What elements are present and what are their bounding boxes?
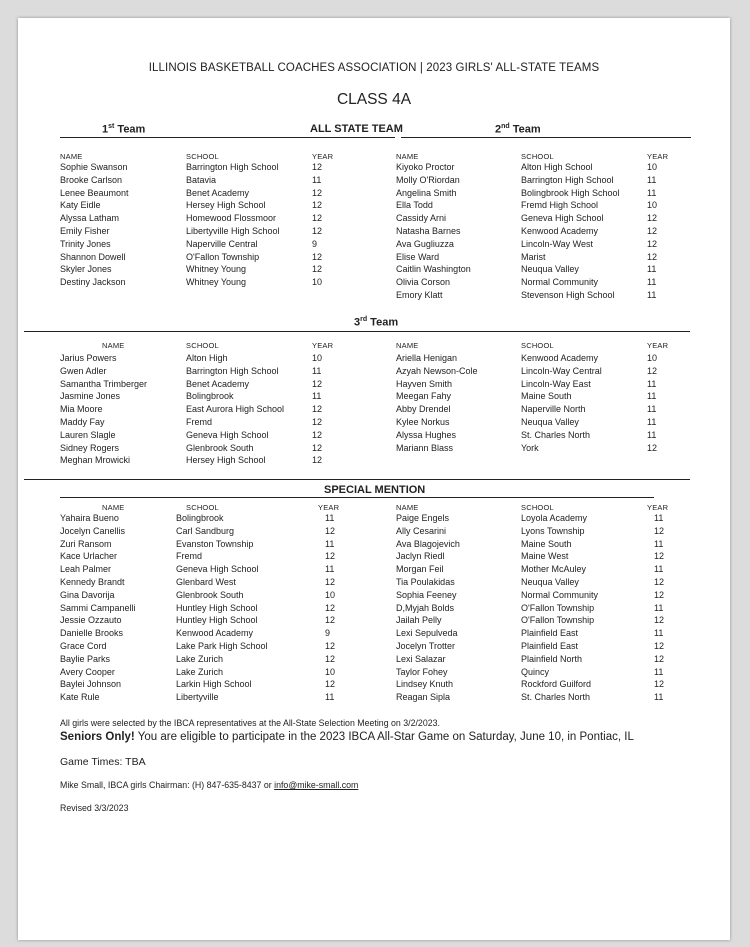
player-year: 12	[325, 602, 336, 613]
player-year: 12	[325, 641, 336, 651]
school-name: Geneva High School	[186, 429, 269, 440]
player-year: 9	[325, 628, 331, 639]
player-name: Jocelyn Trotter	[396, 641, 456, 651]
school-name: Whitney Young	[186, 264, 247, 275]
player-name: Katy Eidle	[60, 200, 101, 211]
player-year: 12	[647, 442, 658, 453]
col-header-school: SCHOOL	[186, 152, 219, 161]
school-name: Barrington High School	[521, 174, 614, 185]
school-name: Lake Zurich	[176, 666, 224, 677]
first-team-label: 1st Team	[102, 123, 146, 136]
player-year: 12	[647, 238, 658, 249]
player-name: Reagan Sipla	[396, 692, 451, 703]
player-name: Baylei Johnson	[60, 679, 122, 690]
school-name: Naperville Central	[186, 238, 258, 249]
col-header-name: NAME	[396, 341, 419, 350]
school-name: Geneva High School	[521, 213, 604, 224]
all-state-team-label: ALL STATE TEAM	[310, 123, 403, 135]
player-year: 11	[654, 602, 664, 613]
school-name: Carl Sandburg	[176, 525, 235, 536]
player-name: Maddy Fay	[60, 417, 105, 427]
player-year: 11	[325, 538, 335, 549]
player-year: 12	[312, 417, 323, 427]
contact-line: Mike Small, IBCA girls Chairman: (H) 847-635-8437 or info@mike-small.com	[60, 780, 359, 790]
player-year: 12	[647, 251, 658, 262]
player-year: 12	[325, 653, 336, 664]
player-year: 10	[312, 277, 323, 288]
col-header-school: SCHOOL	[186, 503, 219, 512]
player-name: Jocelyn Canellis	[60, 525, 126, 536]
player-year: 11	[647, 378, 657, 389]
school-name: Glenbard West	[176, 577, 236, 587]
school-name: Bolingbrook	[186, 391, 234, 402]
player-name: Morgan Feil	[396, 564, 444, 575]
player-name: Ava Blagojevich	[396, 538, 460, 549]
school-name: Naperville North	[521, 404, 586, 415]
player-name: Shannon Dowell	[60, 251, 126, 262]
player-name: Skyler Jones	[60, 264, 112, 275]
player-name: Avery Cooper	[60, 666, 115, 677]
player-name: Tia Poulakidas	[396, 577, 455, 587]
player-year: 11	[312, 365, 322, 376]
second-team-label: 2nd Team	[495, 123, 541, 136]
school-name: Kenwood Academy	[521, 353, 599, 363]
school-name: Neuqua Valley	[521, 577, 579, 587]
school-name: Lincoln-Way East	[521, 378, 591, 389]
player-name: Baylie Parks	[60, 653, 111, 664]
divider	[24, 479, 690, 480]
player-name: Alyssa Hughes	[396, 429, 457, 440]
player-year: 10	[325, 666, 336, 677]
player-year: 9	[312, 238, 318, 249]
player-year: 11	[647, 277, 657, 288]
player-year: 12	[654, 551, 665, 562]
player-name: Kate Rule	[60, 692, 100, 703]
player-year: 12	[312, 378, 323, 389]
player-name: Emory Klatt	[396, 290, 443, 300]
school-name: Geneva High School	[176, 564, 259, 575]
player-year: 11	[647, 417, 657, 427]
school-name: Barrington High School	[186, 162, 279, 172]
school-name: Evanston Township	[176, 538, 254, 549]
player-name: Lexi Sepulveda	[396, 628, 458, 639]
player-name: Lindsey Knuth	[396, 679, 454, 690]
school-name: Lake Park High School	[176, 641, 268, 651]
school-name: Libertyville	[176, 692, 219, 703]
school-name: Hersey High School	[186, 200, 266, 211]
player-name: Grace Cord	[60, 641, 107, 651]
school-name: Maine West	[521, 551, 569, 562]
special-mention-header-line	[60, 483, 654, 498]
player-name: Gina Davorija	[60, 589, 115, 600]
player-year: 10	[325, 589, 336, 600]
player-name: Sophia Feeney	[396, 589, 457, 600]
col-header-school: SCHOOL	[521, 341, 554, 350]
player-name: Danielle Brooks	[60, 628, 124, 639]
school-name: Rockford Guilford	[521, 679, 592, 690]
col-header-name: NAME	[102, 341, 125, 350]
school-name: Glenbrook South	[186, 442, 254, 453]
player-year: 12	[654, 589, 665, 600]
school-name: Huntley High School	[176, 602, 258, 613]
player-name: Sammi Campanelli	[60, 602, 136, 613]
player-name: Jaclyn Riedl	[396, 551, 445, 562]
school-name: Batavia	[186, 174, 217, 185]
player-name: Brooke Carlson	[60, 174, 123, 185]
col-header-year: YEAR	[647, 503, 669, 512]
col-header-year: YEAR	[647, 152, 669, 161]
school-name: O'Fallon Township	[521, 615, 595, 626]
school-name: Alton High	[186, 353, 228, 363]
player-year: 11	[325, 513, 335, 523]
player-year: 12	[654, 525, 665, 536]
player-name: Molly O'Riordan	[396, 174, 460, 185]
class-title: CLASS 4A	[336, 91, 412, 108]
school-name: Neuqua Valley	[521, 264, 579, 275]
player-year: 11	[654, 666, 664, 677]
school-name: East Aurora High School	[186, 404, 285, 415]
player-year: 11	[647, 391, 657, 402]
special-mention-title: SPECIAL MENTION	[324, 484, 426, 496]
player-year: 12	[312, 213, 323, 224]
school-name: Bolingbrook	[176, 513, 224, 523]
player-name: Lenee Beaumont	[60, 187, 129, 198]
player-year: 12	[312, 162, 323, 172]
player-name: Kace Urlacher	[60, 551, 118, 562]
first-team-header-line	[60, 123, 403, 138]
school-name: Marist	[521, 251, 546, 262]
school-name: Hersey High School	[186, 455, 266, 466]
school-name: Lincoln-Way Central	[521, 365, 602, 376]
player-year: 12	[312, 200, 323, 211]
player-year: 11	[647, 290, 657, 300]
player-year: 11	[647, 429, 657, 440]
col-header-school: SCHOOL	[521, 152, 554, 161]
player-name: Natasha Barnes	[396, 226, 461, 236]
player-name: Hayven Smith	[396, 378, 453, 389]
school-name: Maine South	[521, 538, 572, 549]
school-name: Glenbrook South	[176, 589, 244, 600]
school-name: Benet Academy	[186, 187, 250, 198]
player-year: 12	[654, 641, 665, 651]
player-year: 11	[312, 391, 322, 402]
school-name: Normal Community	[521, 277, 599, 288]
player-name: Paige Engels	[396, 513, 450, 523]
player-name: Sophie Swanson	[60, 162, 128, 172]
school-name: Libertyville High School	[186, 226, 280, 236]
player-year: 12	[312, 404, 323, 415]
player-year: 12	[325, 525, 336, 536]
player-name: Jasmine Jones	[60, 391, 121, 402]
school-name: Mother McAuley	[521, 564, 587, 575]
school-name: Huntley High School	[176, 615, 258, 626]
player-name: Sidney Rogers	[60, 442, 120, 453]
school-name: Kenwood Academy	[521, 226, 599, 236]
player-year: 12	[654, 577, 665, 587]
col-header-school: SCHOOL	[186, 341, 219, 350]
school-name: Bolingbrook High School	[521, 187, 620, 198]
player-name: Azyah Newson-Cole	[396, 365, 478, 376]
player-name: Lexi Salazar	[396, 653, 446, 664]
player-name: Yahaira Bueno	[60, 513, 119, 523]
player-year: 12	[654, 615, 665, 626]
player-name: Cassidy Arni	[396, 213, 447, 224]
player-year: 11	[654, 628, 664, 639]
third-team-title: 3rd Team	[354, 316, 399, 329]
school-name: Alton High School	[521, 162, 593, 172]
player-name: Destiny Jackson	[60, 277, 126, 288]
school-name: Larkin High School	[176, 679, 252, 690]
player-name: Olivia Corson	[396, 277, 451, 288]
col-header-year: YEAR	[312, 341, 334, 350]
school-name: Maine South	[521, 391, 572, 402]
school-name: Lincoln-Way West	[521, 238, 594, 249]
school-name: Quincy	[521, 666, 550, 677]
school-name: Stevenson High School	[521, 290, 615, 300]
school-name: Loyola Academy	[521, 513, 588, 523]
player-name: Meegan Fahy	[396, 391, 452, 402]
player-year: 12	[325, 615, 336, 626]
player-name: Jailah Pelly	[396, 615, 442, 626]
player-name: D,Myjah Bolds	[396, 602, 455, 613]
col-header-year: YEAR	[312, 152, 334, 161]
association-title: ILLINOIS BASKETBALL COACHES ASSOCIATION | 2023 GIRLS' ALL-STATE TEAMS	[148, 62, 600, 74]
revised-date: Revised 3/3/2023	[60, 803, 129, 813]
col-header-name: NAME	[396, 503, 419, 512]
school-name: Neuqua Valley	[521, 417, 579, 427]
player-year: 11	[325, 692, 335, 703]
player-name: Mariann Blass	[396, 442, 454, 453]
school-name: Lyons Township	[521, 525, 585, 536]
col-header-name: NAME	[60, 152, 83, 161]
player-name: Ally Cesarini	[396, 525, 447, 536]
player-year: 10	[312, 353, 323, 363]
school-name: Fremd High School	[521, 200, 599, 211]
player-year: 12	[312, 226, 323, 236]
school-name: O'Fallon Township	[521, 602, 595, 613]
school-name: St. Charles North	[521, 692, 591, 703]
player-name: Angelina Smith	[396, 187, 457, 198]
school-name: Plainfield East	[521, 628, 579, 639]
player-name: Ella Todd	[396, 200, 433, 211]
col-header-year: YEAR	[318, 503, 340, 512]
player-name: Zuri Ransom	[60, 538, 112, 549]
school-name: Kenwood Academy	[176, 628, 254, 639]
player-year: 11	[647, 187, 657, 198]
school-name: York	[521, 442, 539, 453]
player-name: Ariella Henigan	[396, 353, 458, 363]
player-year: 11	[312, 174, 322, 185]
school-name: St. Charles North	[521, 429, 591, 440]
player-year: 12	[312, 429, 323, 440]
player-year: 10	[647, 353, 658, 363]
player-name: Caitlin Washington	[396, 264, 471, 275]
school-name: O'Fallon Township	[186, 251, 260, 262]
selection-note: All girls were selected by the IBCA representatives at the All-State Selection Meeting on 3/2/2023.	[60, 718, 440, 728]
document-page	[18, 18, 730, 940]
divider	[24, 331, 690, 332]
player-name: Lauren Slagle	[60, 429, 116, 440]
player-name: Mia Moore	[60, 404, 103, 415]
player-year: 12	[325, 577, 336, 587]
col-header-name: NAME	[102, 503, 125, 512]
player-name: Leah Palmer	[60, 564, 112, 575]
player-year: 11	[654, 513, 664, 523]
school-name: Benet Academy	[186, 378, 250, 389]
player-name: Meghan Mrowicki	[60, 455, 131, 466]
player-name: Alyssa Latham	[60, 213, 120, 224]
school-name: Fremd	[186, 417, 213, 427]
col-header-school: SCHOOL	[521, 503, 554, 512]
player-name: Kylee Norkus	[396, 417, 450, 427]
second-team-header-line	[401, 123, 691, 138]
player-year: 12	[312, 264, 323, 275]
player-year: 10	[647, 162, 658, 172]
player-year: 12	[312, 455, 323, 466]
player-year: 11	[654, 692, 664, 703]
player-year: 12	[312, 251, 323, 262]
player-name: Jessie Ozzauto	[60, 615, 122, 626]
player-year: 10	[647, 200, 658, 211]
player-year: 12	[325, 679, 336, 690]
player-year: 11	[654, 538, 664, 549]
player-name: Emily Fisher	[60, 226, 110, 236]
player-year: 11	[654, 564, 664, 575]
school-name: Barrington High School	[186, 365, 279, 376]
player-year: 11	[647, 174, 657, 185]
player-name: Gwen Adler	[60, 365, 107, 376]
school-name: Plainfield East	[521, 641, 579, 651]
player-year: 12	[312, 187, 323, 198]
player-year: 11	[647, 404, 657, 415]
contact-email-link[interactable]: info@mike-small.com	[274, 780, 359, 790]
player-year: 12	[647, 226, 658, 236]
player-year: 12	[654, 679, 665, 690]
player-name: Samantha Trimberger	[60, 378, 148, 389]
player-year: 12	[647, 365, 658, 376]
player-year: 12	[325, 551, 336, 562]
school-name: Normal Community	[521, 589, 599, 600]
school-name: Plainfield North	[521, 653, 583, 664]
player-name: Trinity Jones	[60, 238, 111, 249]
player-name: Taylor Fohey	[396, 666, 448, 677]
school-name: Fremd	[176, 551, 203, 562]
player-year: 12	[312, 442, 323, 453]
player-name: Jarius Powers	[60, 353, 117, 363]
col-header-year: YEAR	[647, 341, 669, 350]
school-name: Lake Zurich	[176, 653, 224, 664]
player-name: Elise Ward	[396, 251, 440, 262]
seniors-note: Seniors Only! You are eligible to participate in the 2023 IBCA All-Star Game on Saturday, June 10, in Pontiac, IL	[60, 731, 634, 743]
player-name: Abby Drendel	[396, 404, 451, 415]
player-year: 11	[647, 264, 657, 275]
player-year: 12	[654, 653, 665, 664]
school-name: Whitney Young	[186, 277, 247, 288]
player-name: Kennedy Brandt	[60, 577, 125, 587]
player-year: 11	[325, 564, 335, 575]
player-year: 12	[647, 213, 658, 224]
player-name: Kiyoko Proctor	[396, 162, 455, 172]
player-name: Ava Gugliuzza	[396, 238, 454, 249]
game-times: Game Times: TBA	[60, 756, 146, 768]
school-name: Homewood Flossmoor	[186, 213, 277, 224]
col-header-name: NAME	[396, 152, 419, 161]
